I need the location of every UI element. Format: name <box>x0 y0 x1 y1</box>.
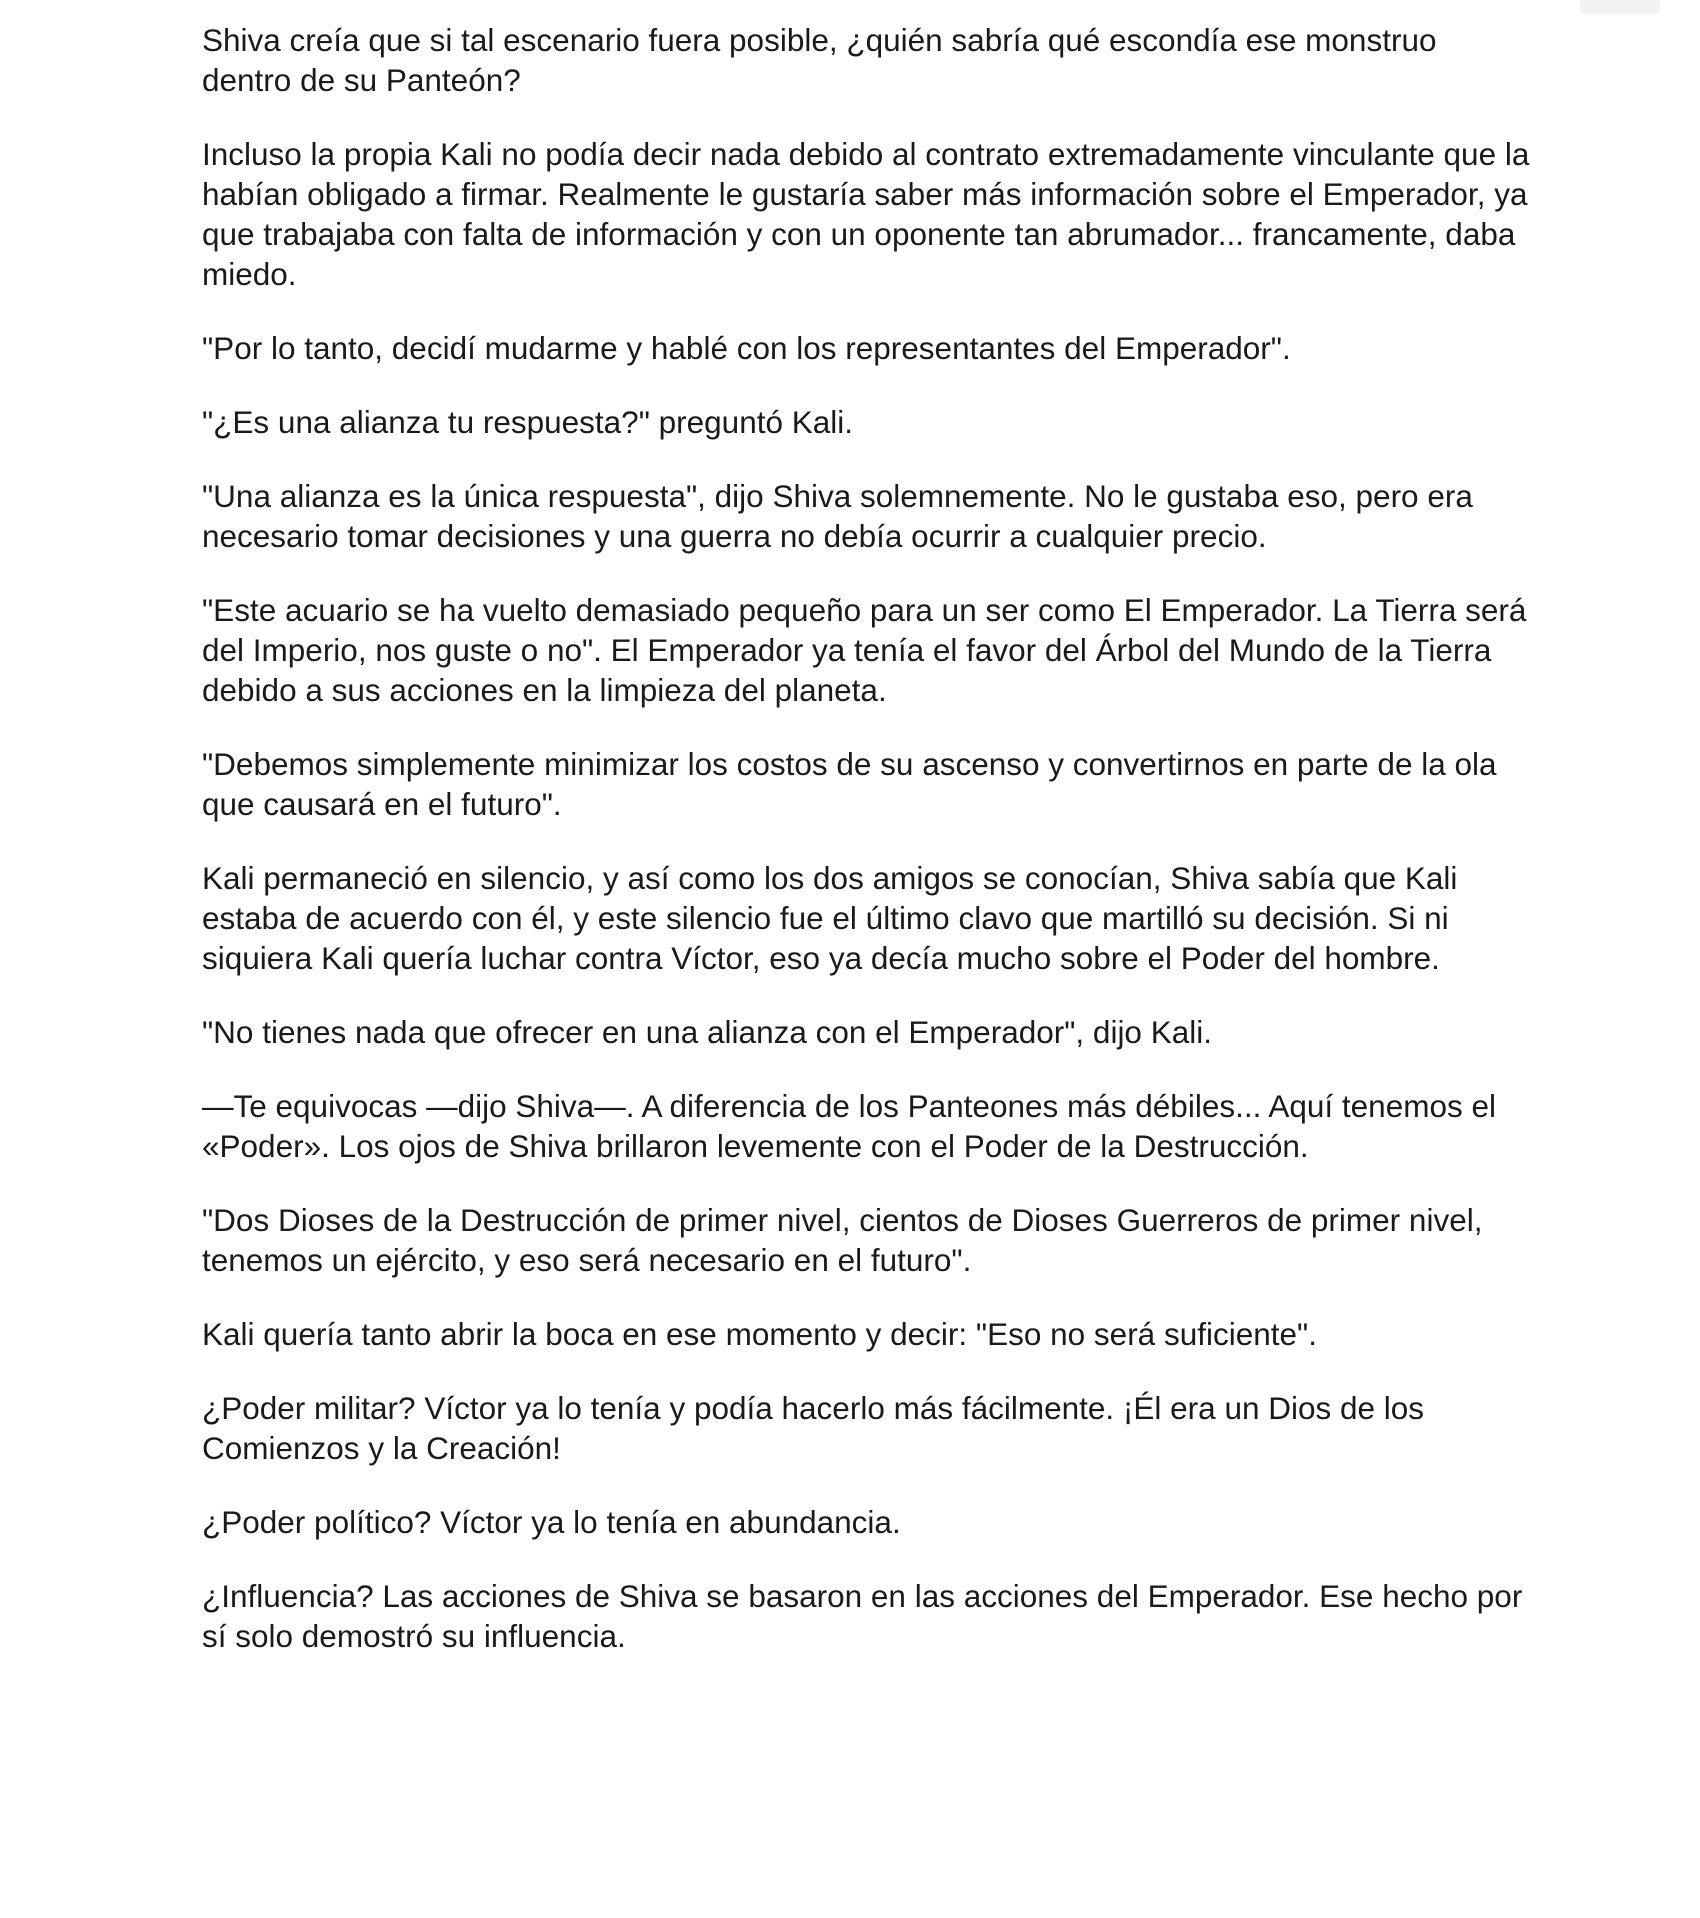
paragraph: "No tienes nada que ofrecer en una alianza con el Emperador", dijo Kali. <box>202 1014 1212 1050</box>
paragraph: Incluso la propia Kali no podía decir nada debido al contrato extremadamente vinculante que la habían obligado a firmar. Realmente le gustaría saber más información sobre el Emperador, ya que trabajaba con falta de información y con un oponente tan abrumador... francamente, daba miedo. <box>202 136 1530 292</box>
paragraph: ¿Poder político? Víctor ya lo tenía en abundancia. <box>202 1504 901 1540</box>
paragraph: "Por lo tanto, decidí mudarme y hablé con los representantes del Emperador". <box>202 330 1291 366</box>
paragraph: "Debemos simplemente minimizar los costos de su ascenso y convertirnos en parte de la ola que causará en el futuro". <box>202 746 1497 822</box>
paragraph: "Este acuario se ha vuelto demasiado pequeño para un ser como El Emperador. La Tierra será del Imperio, nos guste o no". El Emperador ya tenía el favor del Árbol del Mundo de la Tierra debido a sus acciones en la limpieza del planeta. <box>202 592 1527 708</box>
body-text <box>202 20 1532 1690</box>
paragraph: "Dos Dioses de la Destrucción de primer nivel, cientos de Dioses Guerreros de primer nivel, tenemos un ejército, y eso será necesario en el futuro". <box>202 1202 1483 1278</box>
paragraph: "Una alianza es la única respuesta", dijo Shiva solemnemente. No le gustaba eso, pero era necesario tomar decisiones y una guerra no debía ocurrir a cualquier precio. <box>202 478 1473 554</box>
paragraph: Kali permaneció en silencio, y así como los dos amigos se conocían, Shiva sabía que Kali estaba de acuerdo con él, y este silencio fue el último clavo que martilló su decisión. Si ni siquiera Kali quería luchar contra Víctor, eso ya decía mucho sobre el Poder del hombre. <box>202 860 1458 976</box>
paragraph: Shiva creía que si tal escenario fuera posible, ¿quién sabría qué escondía ese monstruo dentro de su Panteón? <box>202 22 1437 98</box>
paragraph: "¿Es una alianza tu respuesta?" preguntó Kali. <box>202 404 854 440</box>
paragraph: ¿Poder militar? Víctor ya lo tenía y podía hacerlo más fácilmente. ¡Él era un Dios de los Comienzos y la Creación! <box>202 1390 1425 1466</box>
corner-mark <box>1580 0 1660 14</box>
paragraph: ¿Influencia? Las acciones de Shiva se basaron en las acciones del Emperador. Ese hecho por sí solo demostró su influencia. <box>202 1578 1523 1654</box>
paragraph: —Te equivocas —dijo Shiva—. A diferencia de los Panteones más débiles... Aquí tenemos el «Poder». Los ojos de Shiva brillaron levemente con el Poder de la Destrucción. <box>202 1088 1496 1164</box>
paragraph: Kali quería tanto abrir la boca en ese momento y decir: "Eso no será suficiente". <box>202 1316 1317 1352</box>
